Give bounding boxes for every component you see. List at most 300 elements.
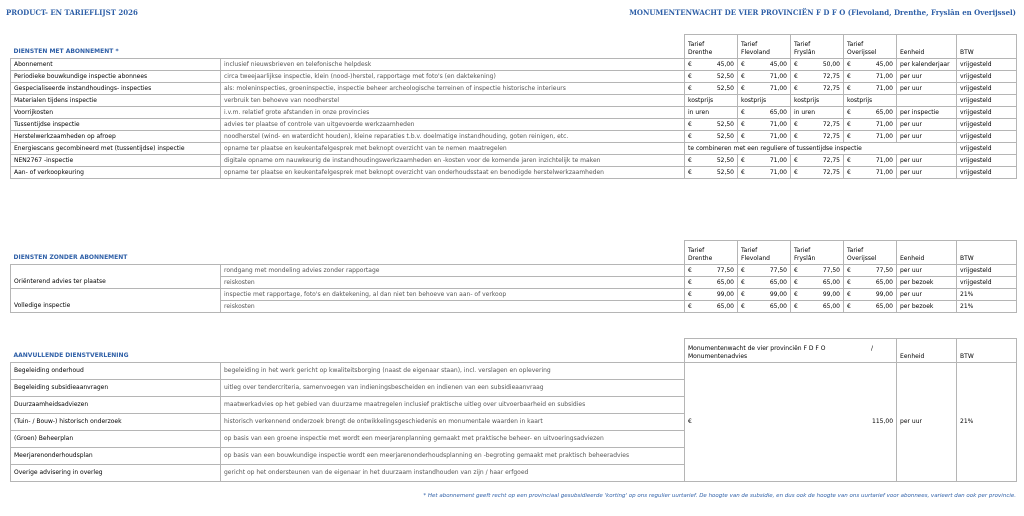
rate-fryslan	[791, 130, 844, 142]
unit-cell	[897, 94, 957, 106]
vat-cell: vrijgesteld	[957, 166, 1017, 178]
rate-overijssel	[844, 130, 897, 142]
price-wrapper	[741, 95, 787, 106]
price-currency: €	[847, 132, 851, 140]
service-name: NEN2767 -inspectie	[11, 154, 221, 166]
price-amount: 99,00	[875, 290, 893, 298]
service-description: reiskosten	[221, 276, 685, 288]
price-currency: €	[847, 72, 851, 80]
price-wrapper	[794, 131, 840, 142]
price-amount: 65,00	[716, 278, 734, 286]
service-name: Meerjarenonderhoudsplan	[11, 447, 221, 464]
price-wrapper	[794, 119, 840, 130]
price-wrapper	[741, 119, 787, 130]
price-wrapper	[794, 95, 840, 106]
price-wrapper	[847, 59, 893, 70]
price-wrapper	[794, 289, 840, 300]
price-currency: €	[794, 290, 798, 298]
shared-rate-cell	[685, 362, 897, 481]
rate-overijssel	[844, 118, 897, 130]
rate-drenthe	[685, 154, 738, 166]
service-description: rondgang met mondeling advies zonder rapportage	[221, 264, 685, 276]
price-amount: 52,50	[716, 156, 734, 164]
price-currency: in uren	[794, 108, 816, 116]
price-currency: €	[688, 278, 692, 286]
footnote: * Het abonnement geeft recht op een provinciaal gesubsidieerde 'korting' op ons regulier uurtarief. De hoogte van de subsidie, en dus ook de hoogte van ons uurtarief voor abonnees, varieert dan ook per provincie.	[423, 493, 1016, 499]
price-wrapper	[794, 277, 840, 288]
service-name	[11, 264, 221, 276]
rate-flevoland	[738, 288, 791, 300]
price-currency: €	[847, 290, 851, 298]
unit-cell: per inspectie	[897, 106, 957, 118]
col-header-line: Tarief	[688, 40, 705, 48]
price-currency: €	[688, 60, 692, 68]
rate-drenthe	[685, 118, 738, 130]
table-row	[11, 94, 1017, 106]
price-currency: €	[688, 290, 692, 298]
price-wrapper	[847, 95, 893, 106]
price-wrapper	[741, 131, 787, 142]
price-amount: 71,00	[875, 156, 893, 164]
vat-cell: vrijgesteld	[957, 154, 1017, 166]
price-wrapper	[794, 59, 840, 70]
service-description: als: moleninspecties, groeninspectie, inspectie beheer archeologische terreinen of inspectie historische interieurs	[221, 82, 685, 94]
service-name: Herstelwerkzaamheden op afroep	[11, 130, 221, 142]
price-wrapper	[847, 301, 893, 312]
price-amount: 72,75	[822, 168, 840, 176]
table-without-subscription	[10, 240, 1017, 313]
price-wrapper	[794, 71, 840, 82]
price-wrapper	[847, 265, 893, 276]
col-header-line: Overijssel	[847, 48, 877, 56]
price-wrapper	[794, 301, 840, 312]
price-amount: 45,00	[716, 60, 734, 68]
rate-flevoland	[738, 166, 791, 178]
col-header-fryslan	[791, 241, 844, 265]
price-wrapper	[847, 107, 893, 118]
rate-flevoland	[738, 264, 791, 276]
service-name: Abonnement	[11, 58, 221, 70]
price-wrapper	[741, 277, 787, 288]
unit-cell: per uur	[897, 82, 957, 94]
service-description: reiskosten	[221, 300, 685, 312]
rate-drenthe	[685, 276, 738, 288]
price-currency: €	[688, 84, 692, 92]
price-wrapper	[688, 131, 734, 142]
col-header-line: Drenthe	[688, 48, 713, 56]
col-header-line: Drenthe	[688, 254, 713, 262]
service-description: op basis van een groene inspectie met wordt een meerjarenplanning gemaakt met praktische beheer- en uitvoeringsadviezen	[221, 430, 685, 447]
price-wrapper	[688, 289, 734, 300]
price-currency: €	[847, 84, 851, 92]
price-currency: €	[794, 302, 798, 310]
rate-flevoland	[738, 94, 791, 106]
price-wrapper	[847, 71, 893, 82]
price-wrapper	[741, 83, 787, 94]
service-description: digitale opname om nauwkeurig de instandhoudingswerkzaamheden en -kosten voor de komende jaren inzichtelijk te maken	[221, 154, 685, 166]
col-header-drenthe	[685, 35, 738, 59]
rate-fryslan	[791, 70, 844, 82]
price-currency: €	[741, 302, 745, 310]
rate-flevoland	[738, 130, 791, 142]
document-title: PRODUCT- EN TARIEFLIJST 2026	[6, 8, 138, 17]
rate-overijssel	[844, 106, 897, 118]
unit-cell: per uur	[897, 288, 957, 300]
price-amount: 71,00	[875, 84, 893, 92]
table-row	[11, 276, 1017, 288]
rate-drenthe	[685, 288, 738, 300]
vat-cell: vrijgesteld	[957, 142, 1017, 154]
price-currency: €	[741, 60, 745, 68]
price-wrapper	[847, 155, 893, 166]
price-amount: 72,75	[822, 132, 840, 140]
col-header-line: Tarief	[741, 246, 758, 254]
price-currency: €	[741, 290, 745, 298]
price-wrapper	[847, 83, 893, 94]
col-header-line: Flevoland	[741, 254, 770, 262]
price-amount: 71,00	[875, 132, 893, 140]
rate-fryslan	[791, 106, 844, 118]
price-wrapper	[741, 107, 787, 118]
price-amount: 52,50	[716, 120, 734, 128]
price-currency: €	[794, 120, 798, 128]
price-wrapper	[741, 265, 787, 276]
service-name: Duurzaamheidsadviezen	[11, 396, 221, 413]
price-currency: €	[847, 168, 851, 176]
rate-fryslan	[791, 94, 844, 106]
price-currency: €	[741, 120, 745, 128]
price-amount: 65,00	[716, 302, 734, 310]
vat-cell: vrijgesteld	[957, 106, 1017, 118]
price-wrapper	[794, 107, 840, 118]
service-name: Overige advisering in overleg	[11, 464, 221, 481]
price-currency: kostprijs	[741, 96, 767, 104]
price-amount: 65,00	[769, 278, 787, 286]
rate-fryslan	[791, 154, 844, 166]
vat-cell: vrijgesteld	[957, 264, 1017, 276]
price-currency: €	[847, 278, 851, 286]
spacer-cell	[221, 339, 685, 363]
service-name: Tussentijdse inspectie	[11, 118, 221, 130]
price-amount: 71,00	[769, 156, 787, 164]
col-header-line: Flevoland	[741, 48, 770, 56]
rate-overijssel	[844, 288, 897, 300]
service-name: Aan- of verkoopkeuring	[11, 166, 221, 178]
price-wrapper	[741, 167, 787, 178]
price-wrapper	[688, 265, 734, 276]
col-header-line: Fryslân	[794, 48, 816, 56]
price-currency: €	[794, 72, 798, 80]
service-description: inclusief nieuwsbrieven en telefonische helpdesk	[221, 58, 685, 70]
unit-cell: per uur	[897, 154, 957, 166]
price-currency: €	[688, 266, 692, 274]
price-wrapper	[794, 167, 840, 178]
rate-flevoland	[738, 106, 791, 118]
rate-overijssel	[844, 70, 897, 82]
table-row	[11, 118, 1017, 130]
price-amount: 52,50	[716, 84, 734, 92]
vat-cell: 21%	[957, 362, 1017, 481]
vat-cell: vrijgesteld	[957, 276, 1017, 288]
price-currency: €	[794, 132, 798, 140]
col-header-line: Fryslân	[794, 254, 816, 262]
vat-cell: vrijgesteld	[957, 118, 1017, 130]
rate-drenthe	[685, 82, 738, 94]
price-wrapper	[847, 289, 893, 300]
price-amount: 72,75	[822, 120, 840, 128]
price-wrapper	[794, 155, 840, 166]
price-currency: €	[794, 84, 798, 92]
col-header-line: Overijssel	[847, 254, 877, 262]
col-header-btw: BTW	[957, 339, 1017, 363]
price-amount: 52,50	[716, 132, 734, 140]
price-amount: 77,50	[716, 266, 734, 274]
price-wrapper	[741, 155, 787, 166]
rate-overijssel	[844, 264, 897, 276]
service-name: Voorrijkosten	[11, 106, 221, 118]
price-currency: in uren	[688, 108, 710, 116]
table-row	[11, 130, 1017, 142]
table-row	[11, 70, 1017, 82]
rate-overijssel	[844, 58, 897, 70]
col-header-eenheid: Eenheid	[897, 35, 957, 59]
rate-overijssel	[844, 276, 897, 288]
price-currency: €	[847, 266, 851, 274]
vat-cell: vrijgesteld	[957, 58, 1017, 70]
price-wrapper	[688, 277, 734, 288]
col-header-flevoland	[738, 35, 791, 59]
price-wrapper	[794, 265, 840, 276]
price-currency: €	[741, 72, 745, 80]
price-amount: 71,00	[769, 84, 787, 92]
price-currency: €	[688, 132, 692, 140]
rate-flevoland	[738, 276, 791, 288]
rate-flevoland	[738, 82, 791, 94]
price-currency: €	[847, 156, 851, 164]
unit-cell: per bezoek	[897, 300, 957, 312]
table-row	[11, 362, 1017, 379]
rate-drenthe	[685, 166, 738, 178]
vat-cell: vrijgesteld	[957, 130, 1017, 142]
price-wrapper	[847, 277, 893, 288]
table-row	[11, 58, 1017, 70]
rate-drenthe	[685, 94, 738, 106]
price-wrapper	[847, 131, 893, 142]
price-amount: 45,00	[769, 60, 787, 68]
price-amount: 45,00	[875, 60, 893, 68]
rate-flevoland	[738, 118, 791, 130]
service-description: uitleg over tendercriteria, samenvoegen van indieningsbescheiden en indienen van een subsidieaanvraag	[221, 379, 685, 396]
price-currency: €	[741, 168, 745, 176]
price-currency: €	[688, 302, 692, 310]
col-header-btw: BTW	[957, 241, 1017, 265]
rate-flevoland	[738, 154, 791, 166]
unit-cell: per uur	[897, 130, 957, 142]
price-currency: €	[688, 120, 692, 128]
rate-overijssel	[844, 94, 897, 106]
col-header-flevoland	[738, 241, 791, 265]
service-description: advies ter plaatse of controle van uitgevoerde werkzaamheden	[221, 118, 685, 130]
section-title: AANVULLENDE DIENSTVERLENING	[13, 351, 129, 359]
service-name	[11, 288, 221, 300]
price-wrapper	[688, 71, 734, 82]
service-description: noodherstel (wind- en waterdicht houden), kleine reparaties t.b.v. doelmatige instandhouding, goten reinigen, etc.	[221, 130, 685, 142]
section1-header-row	[11, 35, 1017, 59]
unit-cell: per uur	[897, 362, 957, 481]
rate-drenthe	[685, 106, 738, 118]
price-currency: €	[847, 60, 851, 68]
rate-flevoland	[738, 58, 791, 70]
col-header-drenthe	[685, 241, 738, 265]
price-currency: €	[741, 132, 745, 140]
price-wrapper	[741, 289, 787, 300]
rate-drenthe	[685, 300, 738, 312]
service-name: Periodieke bouwkundige inspectie abonnees	[11, 70, 221, 82]
section2-header-row	[11, 241, 1017, 265]
price-amount: 99,00	[769, 290, 787, 298]
spacer-cell	[221, 241, 685, 265]
rate-fryslan	[791, 82, 844, 94]
table-row	[11, 82, 1017, 94]
service-name: Energiescans gecombineerd met (tussentijdse) inspectie	[11, 142, 221, 154]
price-amount: 65,00	[822, 278, 840, 286]
price-amount: 52,50	[716, 72, 734, 80]
rate-fryslan	[791, 118, 844, 130]
table-row	[11, 166, 1017, 178]
service-name: Begeleiding subsidieaanvragen	[11, 379, 221, 396]
service-name: (Tuin- / Bouw-) historisch onderzoek	[11, 413, 221, 430]
price-currency: kostprijs	[688, 96, 714, 104]
rate-fryslan	[791, 264, 844, 276]
price-amount: 65,00	[769, 108, 787, 116]
vat-cell: vrijgesteld	[957, 82, 1017, 94]
price-wrapper	[794, 83, 840, 94]
table-with-subscription	[10, 34, 1017, 179]
price-wrapper	[688, 59, 734, 70]
price-currency: kostprijs	[794, 96, 820, 104]
price-amount: 65,00	[875, 278, 893, 286]
rate-fryslan	[791, 288, 844, 300]
price-amount: 77,50	[822, 266, 840, 274]
price-amount: 65,00	[875, 108, 893, 116]
price-amount: 65,00	[875, 302, 893, 310]
col-header-line: Tarief	[847, 246, 864, 254]
price-amount: 115,00	[872, 418, 894, 425]
price-currency: €	[847, 302, 851, 310]
price-currency: €	[794, 156, 798, 164]
vat-cell: vrijgesteld	[957, 70, 1017, 82]
rate-drenthe	[685, 70, 738, 82]
price-wrapper	[688, 95, 734, 106]
price-currency: kostprijs	[847, 96, 873, 104]
service-name: (Groen) Beheerplan	[11, 430, 221, 447]
rate-fryslan	[791, 276, 844, 288]
price-amount: 52,50	[716, 168, 734, 176]
unit-cell: per uur	[897, 264, 957, 276]
price-currency: €	[794, 266, 798, 274]
price-wrapper	[688, 83, 734, 94]
vat-cell: 21%	[957, 288, 1017, 300]
vat-cell: vrijgesteld	[957, 94, 1017, 106]
col-header-eenheid: Eenheid	[897, 339, 957, 363]
price-amount: 71,00	[875, 120, 893, 128]
price-amount: 71,00	[769, 168, 787, 176]
service-description: i.v.m. relatief grote afstanden in onze provincies	[221, 106, 685, 118]
rate-drenthe	[685, 264, 738, 276]
price-wrapper	[688, 301, 734, 312]
price-amount: 72,75	[822, 72, 840, 80]
price-amount: 71,00	[875, 72, 893, 80]
col-header-btw: BTW	[957, 35, 1017, 59]
price-wrapper	[847, 167, 893, 178]
price-currency: €	[688, 418, 692, 425]
price-amount: 72,75	[822, 84, 840, 92]
price-currency: €	[847, 108, 851, 116]
table-additional-services	[10, 338, 1017, 482]
col-header-line: Tarief	[794, 40, 811, 48]
unit-cell: per uur	[897, 70, 957, 82]
section-title: DIENSTEN ZONDER ABONNEMENT	[13, 253, 128, 261]
service-description: opname ter plaatse en keukentafelgesprek met beknopt overzicht van onderhoudsstaat en benodigde herstelwerkzaamheden	[221, 166, 685, 178]
price-currency: €	[794, 168, 798, 176]
price-wrapper	[688, 416, 893, 427]
price-currency: €	[741, 84, 745, 92]
service-description: maatwerkadvies op het gebied van duurzame maatregelen inclusief praktische uitleg over uitvoerbaarheid en subsidies	[221, 396, 685, 413]
price-amount: 71,00	[769, 72, 787, 80]
price-amount: 50,00	[822, 60, 840, 68]
col-header-overijssel	[844, 35, 897, 59]
table-row	[11, 106, 1017, 118]
price-currency: €	[688, 168, 692, 176]
unit-cell: per kalenderjaar	[897, 58, 957, 70]
price-wrapper	[741, 301, 787, 312]
merged-rate-header	[685, 339, 897, 363]
price-amount: 77,50	[875, 266, 893, 274]
price-currency: €	[688, 156, 692, 164]
col-header-fryslan	[791, 35, 844, 59]
price-amount: 65,00	[822, 302, 840, 310]
service-description: gericht op het ondersteunen van de eigenaar in het duurzaam instandhouden van zijn / haar erfgoed	[221, 464, 685, 481]
price-currency: €	[688, 72, 692, 80]
service-name: Oriënterend advies ter plaatse	[11, 276, 221, 288]
price-wrapper	[688, 119, 734, 130]
rate-drenthe	[685, 130, 738, 142]
table-row	[11, 142, 1017, 154]
organization-title: MONUMENTENWACHT DE VIER PROVINCIËN F D F O (Flevoland, Drenthe, Fryslân en Overijssel)	[629, 8, 1016, 17]
service-description: circa tweejaarlijkse inspectie, klein (nood-)herstel, rapportage met foto's (en daktekening)	[221, 70, 685, 82]
rate-fryslan	[791, 300, 844, 312]
col-header-overijssel	[844, 241, 897, 265]
price-currency: €	[741, 156, 745, 164]
price-amount: 71,00	[875, 168, 893, 176]
service-description: opname ter plaatse en keukentafelgesprek met beknopt overzicht van te nemen maatregelen	[221, 142, 685, 154]
price-currency: €	[741, 278, 745, 286]
merged-header-text: Monumentenwacht de vier provinciën F D F O	[688, 344, 826, 352]
price-currency: €	[847, 120, 851, 128]
price-amount: 72,75	[822, 156, 840, 164]
price-amount: 99,00	[822, 290, 840, 298]
table-row	[11, 288, 1017, 300]
price-currency: €	[794, 60, 798, 68]
rate-flevoland	[738, 70, 791, 82]
price-wrapper	[741, 59, 787, 70]
rate-drenthe	[685, 58, 738, 70]
merged-header-line-2: Monumentenadvies	[688, 352, 748, 360]
price-amount: 77,50	[769, 266, 787, 274]
section3-header-row	[11, 339, 1017, 363]
price-amount: 71,00	[769, 132, 787, 140]
service-description: historisch verkennend onderzoek brengt de ontwikkelingsgeschiedenis en monumentale waarden in kaart	[221, 413, 685, 430]
